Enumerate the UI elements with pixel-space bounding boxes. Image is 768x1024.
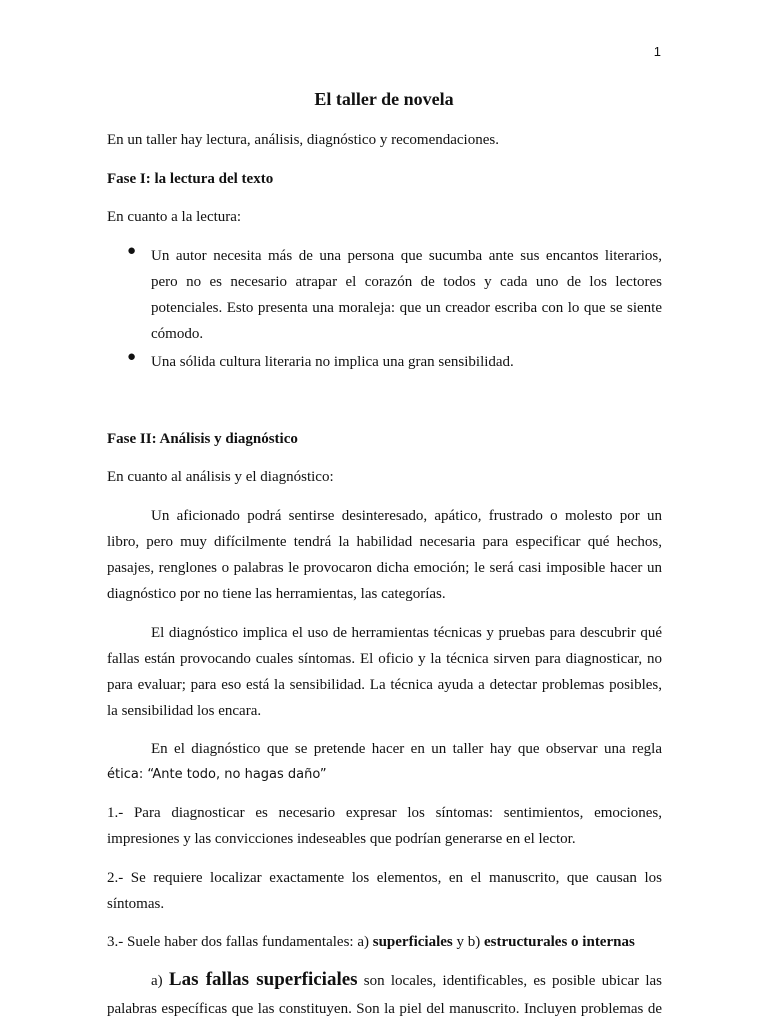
fase1-heading: Fase I: la lectura del texto xyxy=(107,171,274,187)
item2-line: síntomas. xyxy=(107,896,165,912)
item3-bold-a: superficiales xyxy=(372,934,453,950)
bullet2-text: Una sólida cultura literaria no implica una gran sensibilidad. xyxy=(151,354,514,370)
item2-line: 2.- Se requiere localizar exactamente los elementos, en el manuscrito, que causan los xyxy=(107,870,662,886)
fase2-heading: Fase II: Análisis y diagnóstico xyxy=(107,431,298,447)
item1-line: impresiones y las convicciones indeseables que podrían generarse en el lector. xyxy=(107,831,576,847)
item3-bold-b: estructurales o internas xyxy=(484,934,635,950)
para2-line: la sensibilidad los encara. xyxy=(107,703,262,719)
ethics-rule: ética: “Ante todo, no hagas daño” xyxy=(107,767,327,782)
bullet1-line: Un autor necesita más de una persona que sucumba ante sus encantos literarios, xyxy=(151,248,662,264)
para2-line: El diagnóstico implica el uso de herramientas técnicas y pruebas para descubrir qué xyxy=(151,625,662,641)
fase2-lead: En cuanto al análisis y el diagnóstico: xyxy=(107,469,334,485)
intro-text: En un taller hay lectura, análisis, diagnóstico y recomendaciones. xyxy=(107,132,499,148)
bullet1-line: cómodo. xyxy=(151,326,204,342)
document-title: El taller de novela xyxy=(314,89,454,109)
fase1-lead: En cuanto a la lectura: xyxy=(107,209,242,225)
para2-line: fallas están provocando cuales síntomas. El oficio y la técnica sirven para diagnosticar, no xyxy=(107,651,662,667)
bullet1-line: potenciales. Esto presenta una moraleja: que un creador escriba con lo que se siente xyxy=(151,300,662,316)
bullet-marker: ● xyxy=(127,243,137,259)
item1-line: 1.- Para diagnosticar es necesario expresar los síntomas: sentimientos, emociones, xyxy=(107,805,662,821)
bullet-marker: ● xyxy=(127,349,137,365)
sub-a-marker: a) xyxy=(151,973,169,989)
sub-a-rest: son locales, identificables, es posible ubicar las xyxy=(357,973,663,989)
item3-line xyxy=(107,929,662,955)
page-number: 1 xyxy=(653,44,661,59)
para3-line: En el diagnóstico que se pretende hacer en un taller hay que observar una regla xyxy=(151,741,662,757)
para1-line: Un aficionado podrá sentirse desinteresado, apático, frustrado o molesto por un xyxy=(151,508,662,524)
item3-prefix: 3.- Suele haber dos fallas fundamentales: a) xyxy=(107,934,373,950)
sub-a-bold: Las fallas superficiales xyxy=(168,969,358,990)
sub-a-line2: palabras específicas que las constituyen. Son la piel del manuscrito. Incluyen problemas de xyxy=(107,1001,662,1017)
para1-line: libro, pero muy difícilmente tendrá la habilidad necesaria para especificar qué hechos, xyxy=(107,534,662,550)
para1-line: pasajes, renglones o palabras le provocaron dicha emoción; le será casi imposible hacer un xyxy=(107,560,662,576)
para1-line: diagnóstico por no tiene las herramientas, las categorías. xyxy=(107,586,446,602)
sub-a-line xyxy=(151,967,662,994)
para2-line: para evaluar; para eso está la sensibilidad. La técnica ayuda a detectar problemas posibles, xyxy=(107,677,662,693)
bullet1-line: pero no es necesario atrapar el corazón de todos y cada uno de los lectores xyxy=(151,274,662,290)
item3-middle: y b) xyxy=(452,934,484,950)
